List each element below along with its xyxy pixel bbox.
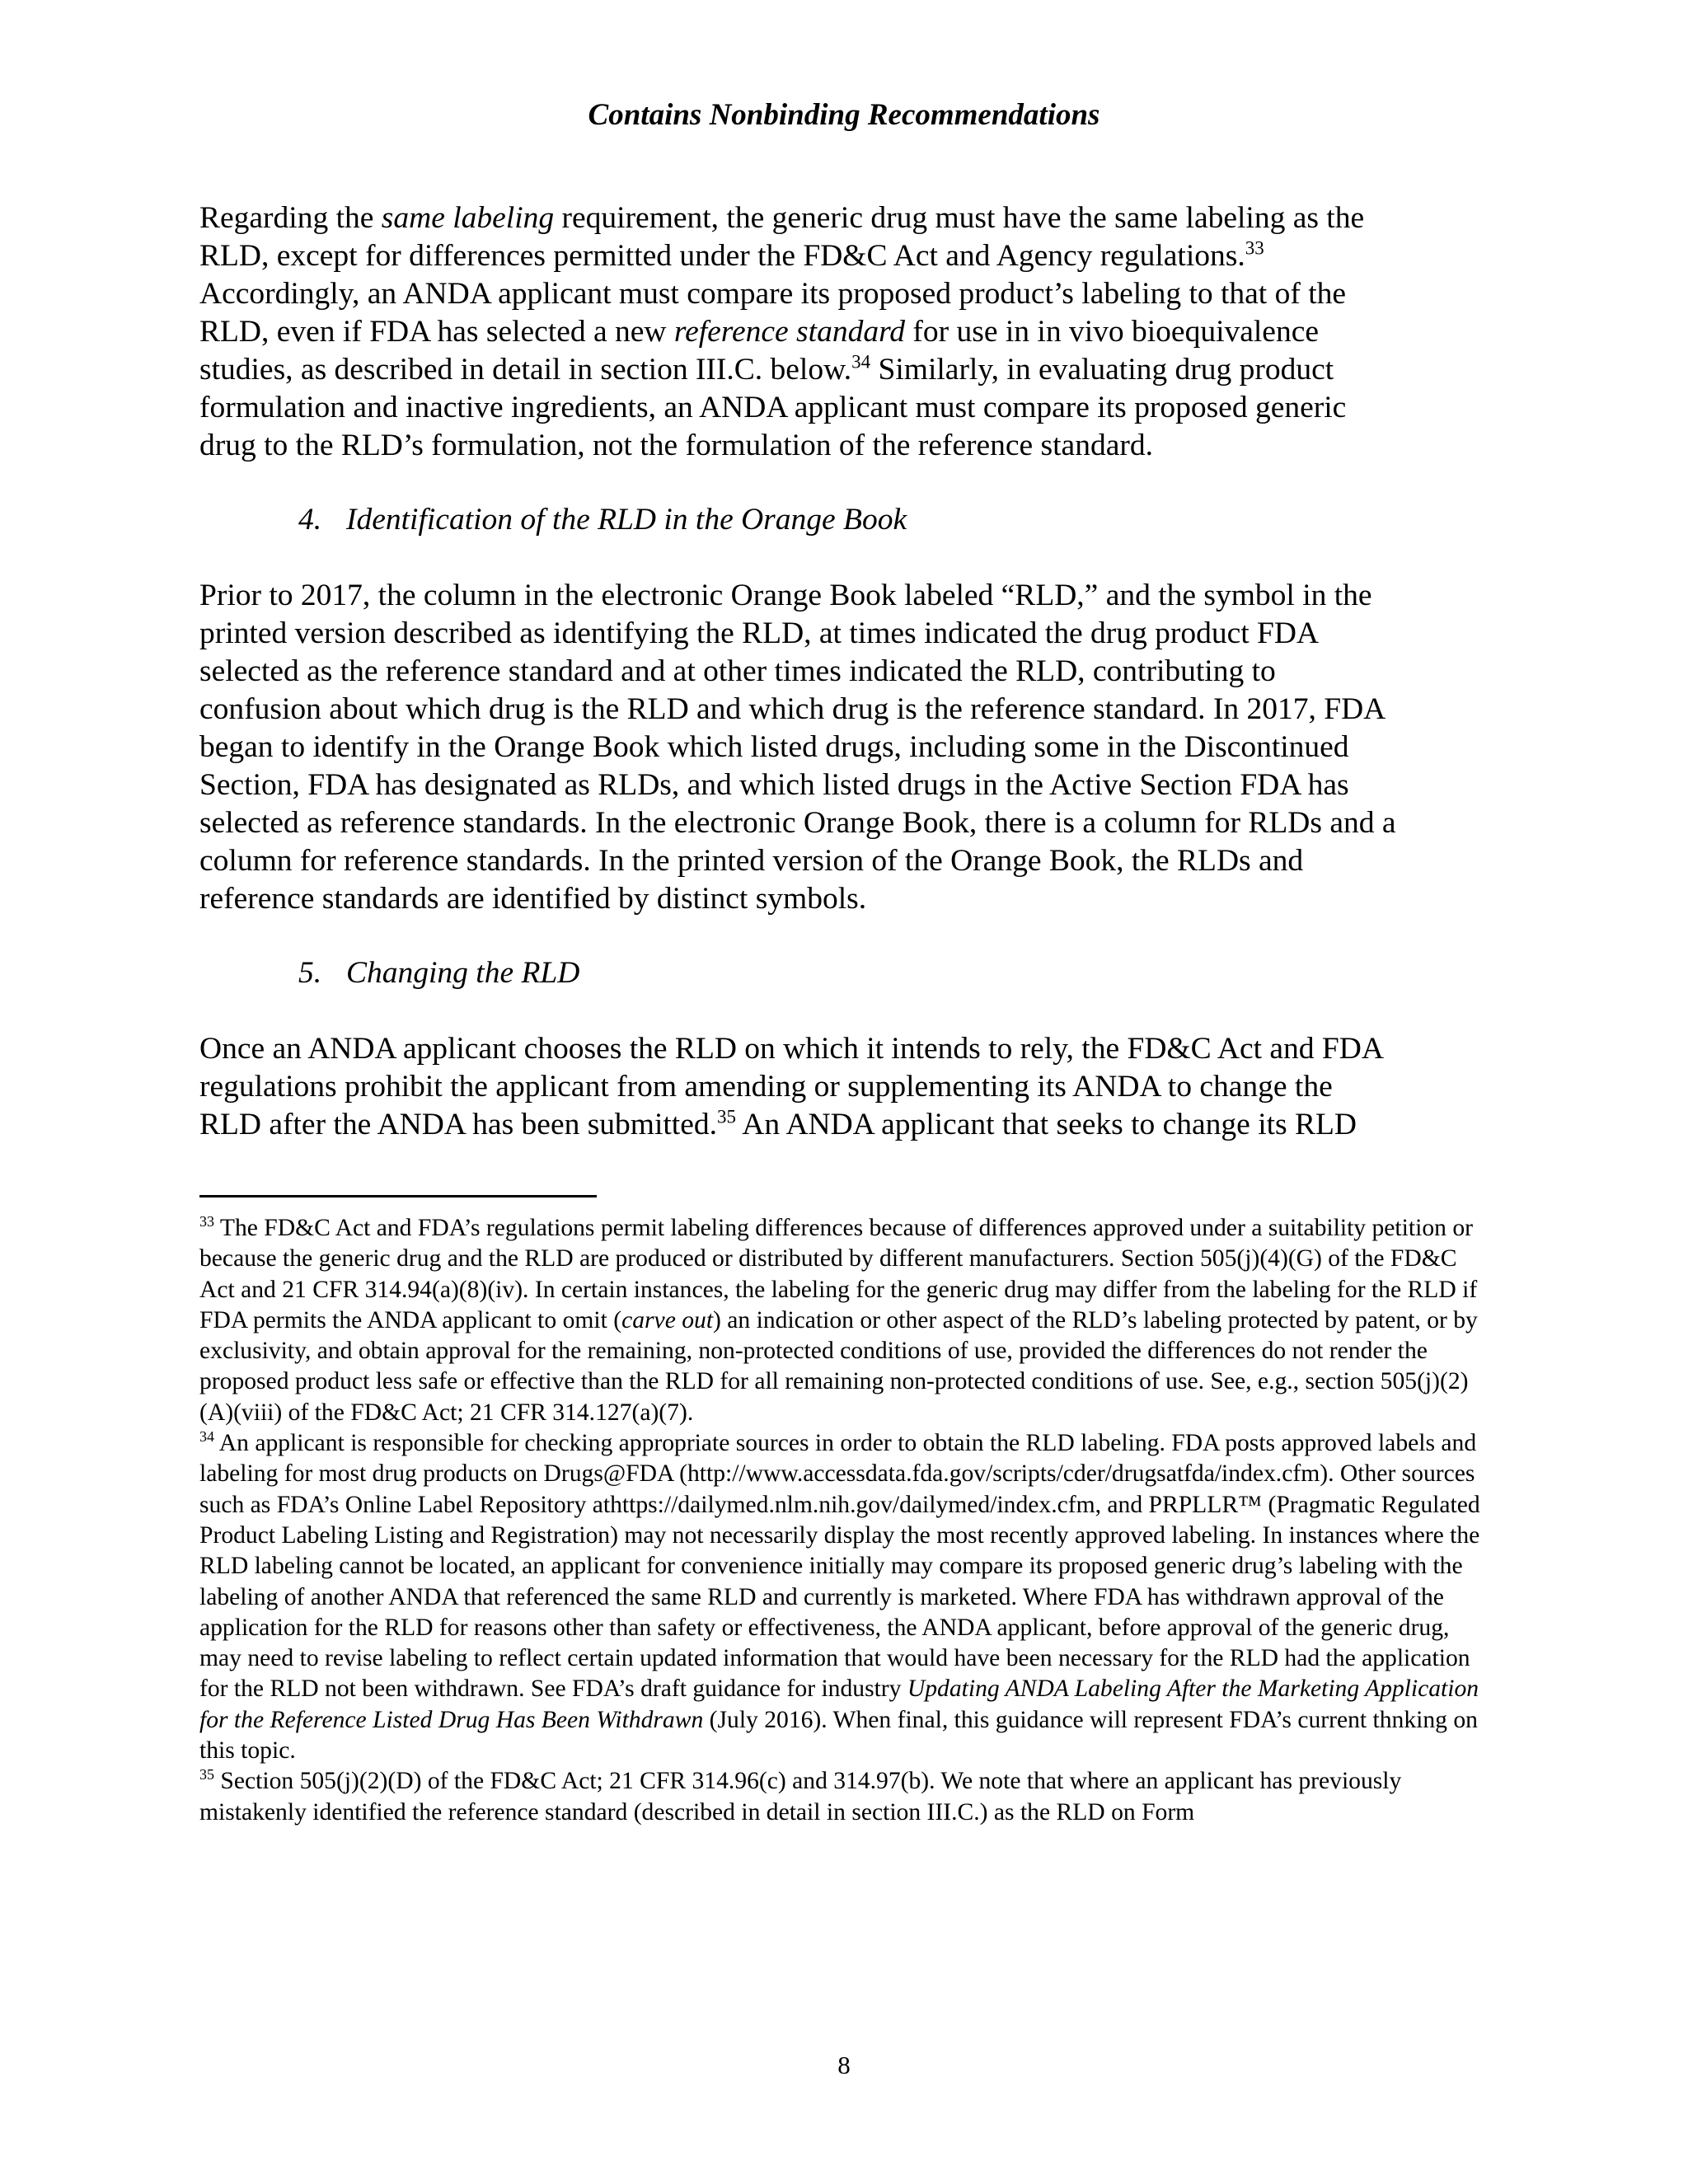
footnote-text: An applicant is responsible for checking appropriate sources in order to obtain the RLD labeling. FDA posts approved labels and labeling for most drug products on Drugs@FDA (http://www.accessdata.fda.gov/scripts/cder/drugsatfda/index.cfm). Other sources such as FDA’s Online Label Repository athttps://dailymed.nlm.nih.gov/dailymed/index.cfm, and PRPLLR™ (Pragmatic Regulated Product Labeling Listing and Registration) may not necessarily display the most recently approved labeling. In instances where the RLD labeling cannot be located, an applicant for convenience initially may compare its proposed generic drug’s labeling with the labeling of another ANDA that referenced the same RLD and currently is marketed. Where FDA has withdrawn approval of the application for the RLD for reasons other than safety or effectiveness, the ANDA applicant, before approval of the generic drug, may need to revise labeling to reflect certain updated information that would have been necessary for the RLD had the application for the RLD not been withdrawn. See FDA’s draft guidance for industry [199,1430,1480,1703]
footnote-ref-34[interactable]: 34 [851,351,871,373]
page-header: Contains Nonbinding Recommendations [588,98,1100,132]
footnotes [199,1213,1493,1828]
text: selected as reference standards. In the electronic Orange Book, there is a column for RLDs and a [199,806,1396,840]
text: requirement, the generic drug must have the same labeling as the [554,201,1365,235]
paragraph-orange-book [199,577,1493,918]
emphasis-text: same labeling [381,201,555,235]
text: Accordingly, an ANDA applicant must compare its proposed product’s labeling to that of the [199,277,1347,311]
text: Regarding the [199,201,382,235]
paragraph-same-labeling [199,199,1493,465]
text: studies, as described in detail in section III.C. below. [199,353,852,387]
text: Similarly, in evaluating drug product [870,353,1334,387]
text: Prior to 2017, the column in the electronic Orange Book labeled “RLD,” and the symbol in the [199,579,1372,612]
footnote-number: 33 [199,1213,214,1230]
text: confusion about which drug is the RLD and which drug is the reference standard. In 2017, FDA [199,692,1386,726]
heading-title: Identification of the RLD in the Orange Book [346,503,907,537]
footnote-text: The FD&C Act and FDA’s regulations permit labeling differences because of differences approved under a suitability petition or because the generic drug and the RLD are produced or distributed by different manufacturers. Section 505(j)(4)(G) of the FD&C Act and 21 CFR 314.94(a)(8)(iv). In certain instances, the labeling for the generic drug may differ from the labeling for the RLD if FDA permits the ANDA applicant to omit ( [199,1215,1478,1333]
text: Once an ANDA applicant chooses the RLD on which it intends to rely, the FD&C Act and FDA [199,1032,1384,1066]
footnote-text: (July 2016). When final, this guidance will represent FDA’s current thnking on this topic. [199,1706,1478,1765]
footnote-34 [199,1428,1493,1766]
section-heading-4 [298,501,1452,539]
section-heading-5 [298,954,1452,992]
text: formulation and inactive ingredients, an ANDA applicant must compare its proposed generic [199,391,1347,424]
text: An ANDA applicant that seeks to change its RLD [736,1108,1357,1141]
text: Section, FDA has designated as RLDs, and which listed drugs in the Active Section FDA has [199,768,1349,802]
heading-title: Changing the RLD [346,956,580,990]
heading-number: 4. [298,503,322,537]
emphasis-text: reference standard [673,315,906,349]
footnote-number: 34 [199,1428,214,1446]
text: drug to the RLD’s formulation, not the formulation of the reference standard. [199,429,1153,462]
footnote-text: ) an indication or other aspect of the RLD’s labeling protected by patent, or by exclusivity, and obtain approval for the remaining, non-protected conditions of use, provided the differences do not render the proposed product less safe or effective than the RLD for all remaining non-protected conditions of use. See, e.g., section 505(j)(2)(A)(viii) of the FD&C Act; 21 CFR 314.127(a)(7). [199,1306,1478,1426]
footnote-text: Section 505(j)(2)(D) of the FD&C Act; 21 CFR 314.96(c) and 314.97(b). We note that where an applicant has previously mistakenly identified the reference standard (described in detail in section III.C.) as the RLD on Form [199,1768,1402,1825]
footnote-35 [199,1766,1493,1828]
text: regulations prohibit the applicant from amending or supplementing its ANDA to change the [199,1070,1333,1104]
footnote-number: 35 [199,1766,214,1783]
text: column for reference standards. In the printed version of the Orange Book, the RLDs and [199,844,1304,878]
footnote-ref-35[interactable]: 35 [717,1106,736,1127]
page-number: 8 [837,2050,851,2079]
footnote-33 [199,1213,1493,1428]
text: reference standards are identified by distinct symbols. [199,882,867,916]
text: for use in in vivo bioequivalence [905,315,1319,349]
footnote-separator [199,1195,597,1197]
emphasis-text: carve out [621,1306,714,1333]
heading-number: 5. [298,956,322,990]
paragraph-changing-rld [199,1030,1493,1144]
text: RLD, even if FDA has selected a new [199,315,674,349]
text: RLD after the ANDA has been submitted. [199,1108,717,1141]
text: RLD, except for differences permitted under the FD&C Act and Agency regulations. [199,239,1245,273]
emphasis-text: Updating ANDA Labeling After the Marketing Application for the Reference Listed Drug Has Been Withdrawn [199,1675,1479,1733]
text: printed version described as identifying the RLD, at times indicated the drug product FDA [199,616,1320,650]
text: selected as the reference standard and at other times indicated the RLD, contributing to [199,654,1276,688]
footnote-ref-33[interactable]: 33 [1245,237,1264,259]
text: began to identify in the Orange Book which listed drugs, including some in the Discontinued [199,730,1349,764]
